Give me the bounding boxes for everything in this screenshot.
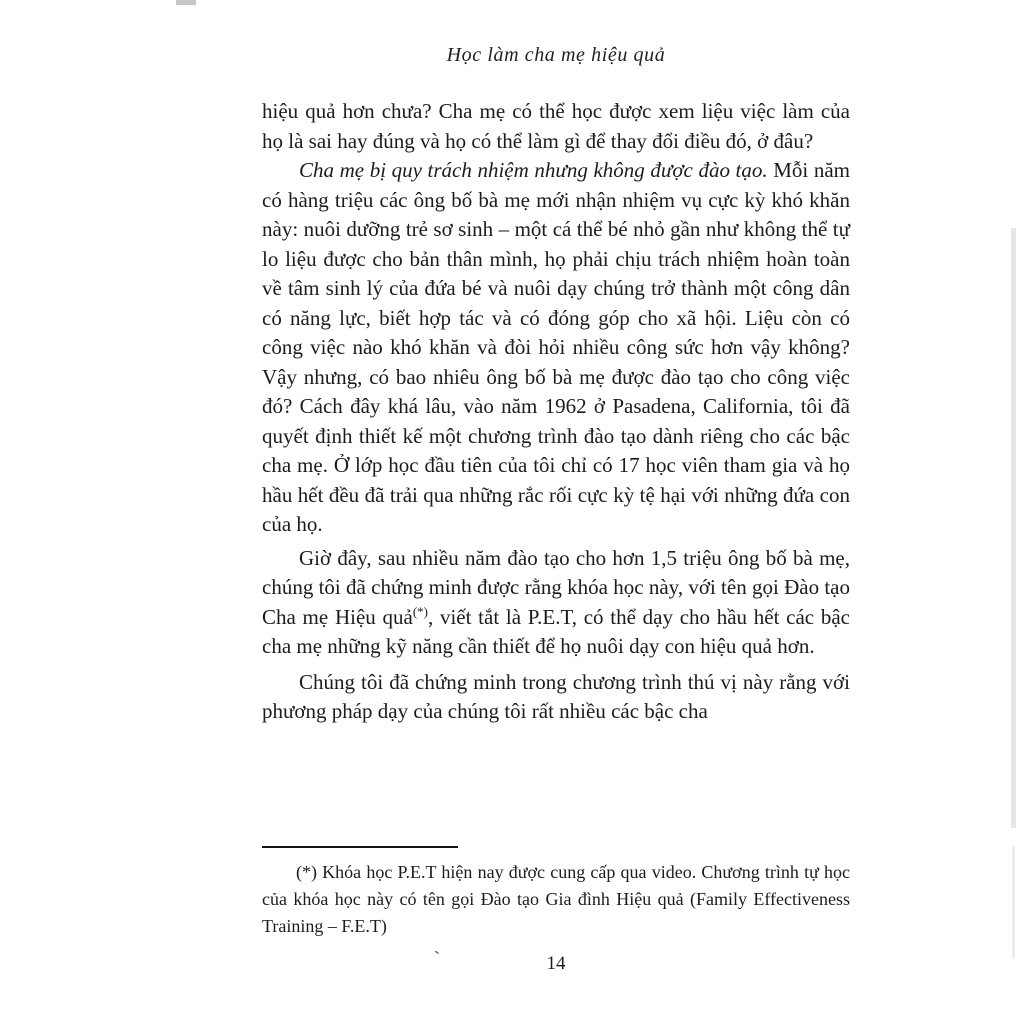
footnote-marker: (*) [412,603,428,619]
paragraph-3-text-before: Giờ đây, sau nhiều năm đào tạo cho hơn 1,5 triệu ông bố bà mẹ, chúng tôi đã chứng minh được rằng khóa học này, với tên gọi Đào tạo Cha mẹ Hiệu quả [262,545,850,629]
footnote [262,846,850,940]
paragraph-4: Chúng tôi đã chứng minh trong chương trình thú vị này rằng với phương pháp dạy của chúng tôi rất nhiều các bậc cha [262,669,850,723]
paragraph-2-rest: Mỗi năm có hàng triệu các ông bố bà mẹ mới nhận nhiệm vụ cực kỳ khó khăn này: nuôi dưỡng trẻ sơ sinh – một cá thể bé nhỏ gần như không thể tự lo liệu được cho bản thân mình, họ phải chịu trách nhiệm hoàn toàn về tâm sinh lý của đứa bé và nuôi dạy chúng trở thành một công dân có năng lực, biết hợp tác và có đóng góp cho xã hội. Liệu còn có công việc nào khó khăn và đòi hỏi nhiều công sức hơn vậy không? Vậy nhưng, có bao nhiêu ông bố bà mẹ được đào tạo cho công việc đó? Cách đây khá lâu, vào năm 1962 ở Pasadena, California, tôi đã quyết định thiết kế một chương trình đào tạo dành riêng cho các bậc cha mẹ. Ở lớp học đầu tiên của tôi chỉ có 17 học viên tham gia và họ hầu hết đều đã trải qua những rắc rối cực kỳ tệ hại với những đứa con của họ. [262,158,851,536]
scan-edge-right [1011,228,1016,828]
paragraph-2 [262,156,850,540]
scan-mark-top [176,0,196,5]
footnote-rule [262,846,458,848]
footnote-text: (*) Khóa học P.E.T hiện nay được cung cấp qua video. Chương trình tự học của khóa học này có tên gọi Đào tạo Gia đình Hiệu quả (Family Effectiveness Training – F.E.T) [262,862,850,936]
scan-edge-right-lower [1012,846,1015,958]
body-text [262,97,850,727]
page-number: 14 [546,953,566,974]
paragraph-2-italic-lead: Cha mẹ bị quy trách nhiệm nhưng không được đào tạo. [299,158,768,182]
running-header: Học làm cha mẹ hiệu quả [446,44,666,66]
paragraph-3 [262,544,850,662]
paragraph-1: hiệu quả hơn chưa? Cha mẹ có thể học được xem liệu việc làm của họ là sai hay đúng và họ có thể làm gì để thay đổi điều đó, ở đâu? [262,99,850,153]
paragraph-3-text-after: , viết tắt là P.E.T, có thể dạy cho hầu hết các bậc cha mẹ những kỹ năng cần thiết để họ nuôi dạy con hiệu quả hơn. [262,604,851,658]
scan-artifact-tick: ` [434,948,440,968]
